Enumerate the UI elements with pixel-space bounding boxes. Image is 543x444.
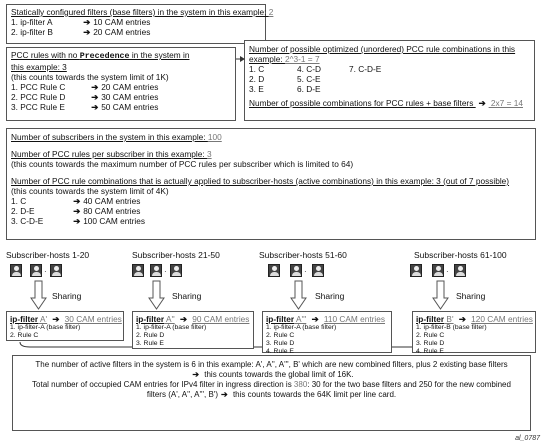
down-arrow-1	[31, 281, 46, 309]
pcc-rule-row: 2. PCC Rule D ➔ 30 CAM entries	[11, 92, 159, 102]
summary-line-card-limit: filters (A', A'', A''', B') ➔ this counts towards the 64K limit per line card.	[146, 390, 397, 399]
pcc-rules-count: this example: 3	[11, 62, 67, 72]
combined-filter-box	[6, 311, 124, 341]
pcc-to-combinations-arrowhead	[240, 56, 245, 62]
combined-filter-item: 1. ip-filter-A (base filter)	[266, 324, 337, 331]
summary-active-filters: The number of active filters in the system is 6 in this example: A', A'', A''', B' which are new combined filters, plus 2 existing base filters	[35, 360, 508, 369]
subscriber-icon	[290, 264, 302, 277]
combined-filter-item: 3. Rule D	[416, 340, 445, 347]
sharing-label: Sharing	[456, 291, 486, 301]
subscriber-icon	[150, 264, 162, 277]
host-group-label: Subscriber-hosts 21-50	[132, 250, 220, 260]
combinations-total: Number of possible combinations for PCC rules + base filters ➔ 2x7 = 14	[249, 98, 523, 108]
subscriber-icon	[30, 264, 42, 277]
host-group-label: Subscriber-hosts 51-60	[259, 250, 347, 260]
down-arrow-4	[433, 281, 448, 309]
combined-filter-item: 3. Rule E	[136, 340, 164, 347]
pcc-rule-row: 3. PCC Rule E ➔ 50 CAM entries	[11, 102, 159, 112]
rules-per-subscriber-note: (this counts towards the maximum number of PCC rules per subscriber which is limited to 64)	[11, 159, 354, 169]
down-arrow-2	[149, 281, 164, 309]
summary-global-limit: ➔ this counts towards the global limit of 16K.	[192, 370, 354, 379]
combined-filter-title: ip-filter A'' ➔ 90 CAM entries	[136, 314, 250, 324]
host-group-label: Subscriber-hosts 1-20	[6, 250, 90, 260]
pcc-rules-note: (this counts towards the system limit of 1K)	[11, 72, 169, 82]
subscriber-icon	[10, 264, 22, 277]
combined-filter-item: 1. ip-filter-A (base filter)	[10, 324, 81, 331]
combined-filter-item: 2. Rule C	[266, 332, 295, 339]
active-combination-row: 1. C ➔ 40 CAM entries	[11, 196, 141, 206]
pcc-rules-title: PCC rules with no Precedence in the system in	[11, 50, 190, 61]
ellipsis: ·	[304, 267, 307, 276]
subscriber-icon	[268, 264, 280, 277]
combined-filter-item: 2. Rule D	[136, 332, 165, 339]
host-group-label: Subscriber-hosts 61-100	[414, 250, 507, 260]
combinations-title: Number of possible optimized (unordered) PCC rule combinations in this	[249, 44, 516, 54]
subscriber-icon	[432, 264, 444, 277]
sharing-label: Sharing	[52, 291, 82, 301]
subscriber-icon	[312, 264, 324, 277]
ellipsis: ·	[446, 267, 449, 276]
combined-filter-title: ip-filter A''' ➔ 110 CAM entries	[266, 314, 386, 324]
combined-filter-item: 2. Rule C	[416, 332, 445, 339]
ellipsis: ·	[44, 267, 47, 276]
combined-filter-box	[132, 311, 254, 349]
summary-box	[12, 355, 531, 431]
active-combinations-line: Number of PCC rule combinations that is actually applied to subscriber-hosts (active combinations) in this example: 3 (out of 7 possible)	[11, 176, 510, 186]
combined-filter-item: 4. Rule E	[266, 348, 294, 355]
active-combination-row: 3. C-D-E ➔ 100 CAM entries	[11, 216, 145, 226]
summary-cam-total: Total number of occupied CAM entries for IPv4 filter in ingress direction is 380: 30 for the two base filters and 250 for the new combined	[32, 380, 511, 389]
combination-col-2: 4. C-D 5. C-E 6. D-E	[297, 64, 321, 94]
static-filter-row: 2. ip-filter B ➔ 20 CAM entries	[11, 27, 151, 37]
combinations-count: example: 2^3-1 = 7	[249, 54, 320, 64]
subscriber-icon	[410, 264, 422, 277]
active-combination-row: 2. D-E ➔ 80 CAM entries	[11, 206, 141, 216]
pcc-rule-row: 1. PCC Rule C ➔ 20 CAM entries	[11, 82, 159, 92]
subscriber-icon	[50, 264, 62, 277]
combination-col-3: 7. C-D-E	[349, 64, 382, 74]
combination-col-1: 1. C 2. D 3. E	[249, 64, 265, 94]
combined-filter-item: 2. Rule C	[10, 332, 39, 339]
subscriber-icon	[170, 264, 182, 277]
combined-filter-item: 4. Rule E	[416, 348, 444, 355]
ellipsis: ·	[164, 267, 167, 276]
combined-filter-box	[262, 311, 392, 353]
subscribers-count: Number of subscribers in the system in this example: 100	[11, 132, 222, 142]
combined-filter-box	[412, 311, 536, 353]
subscriber-icon	[132, 264, 144, 277]
combined-filter-item: 1. ip-filter-B (base filter)	[416, 324, 487, 331]
static-filter-row: 1. ip-filter A ➔ 10 CAM entries	[11, 17, 151, 27]
sharing-label: Sharing	[315, 291, 345, 301]
combined-filter-title: ip-filter A' ➔ 30 CAM entries	[10, 314, 122, 324]
down-arrow-3	[291, 281, 306, 309]
combined-filter-item: 3. Rule D	[266, 340, 295, 347]
combined-filter-item: 1. ip-filter-A (base filter)	[136, 324, 207, 331]
rules-per-subscriber: Number of PCC rules per subscriber in this example: 3	[11, 149, 212, 159]
static-filters-title: Statically configured filters (base filters) in the system in this example: 2	[11, 7, 274, 17]
figure-id: al_0787	[515, 435, 540, 442]
sharing-label: Sharing	[172, 291, 202, 301]
combined-filter-title: ip-filter B' ➔ 120 CAM entries	[416, 314, 533, 324]
subscriber-icon	[454, 264, 466, 277]
active-combinations-note: (this counts towards the system limit of 4K)	[11, 186, 169, 196]
